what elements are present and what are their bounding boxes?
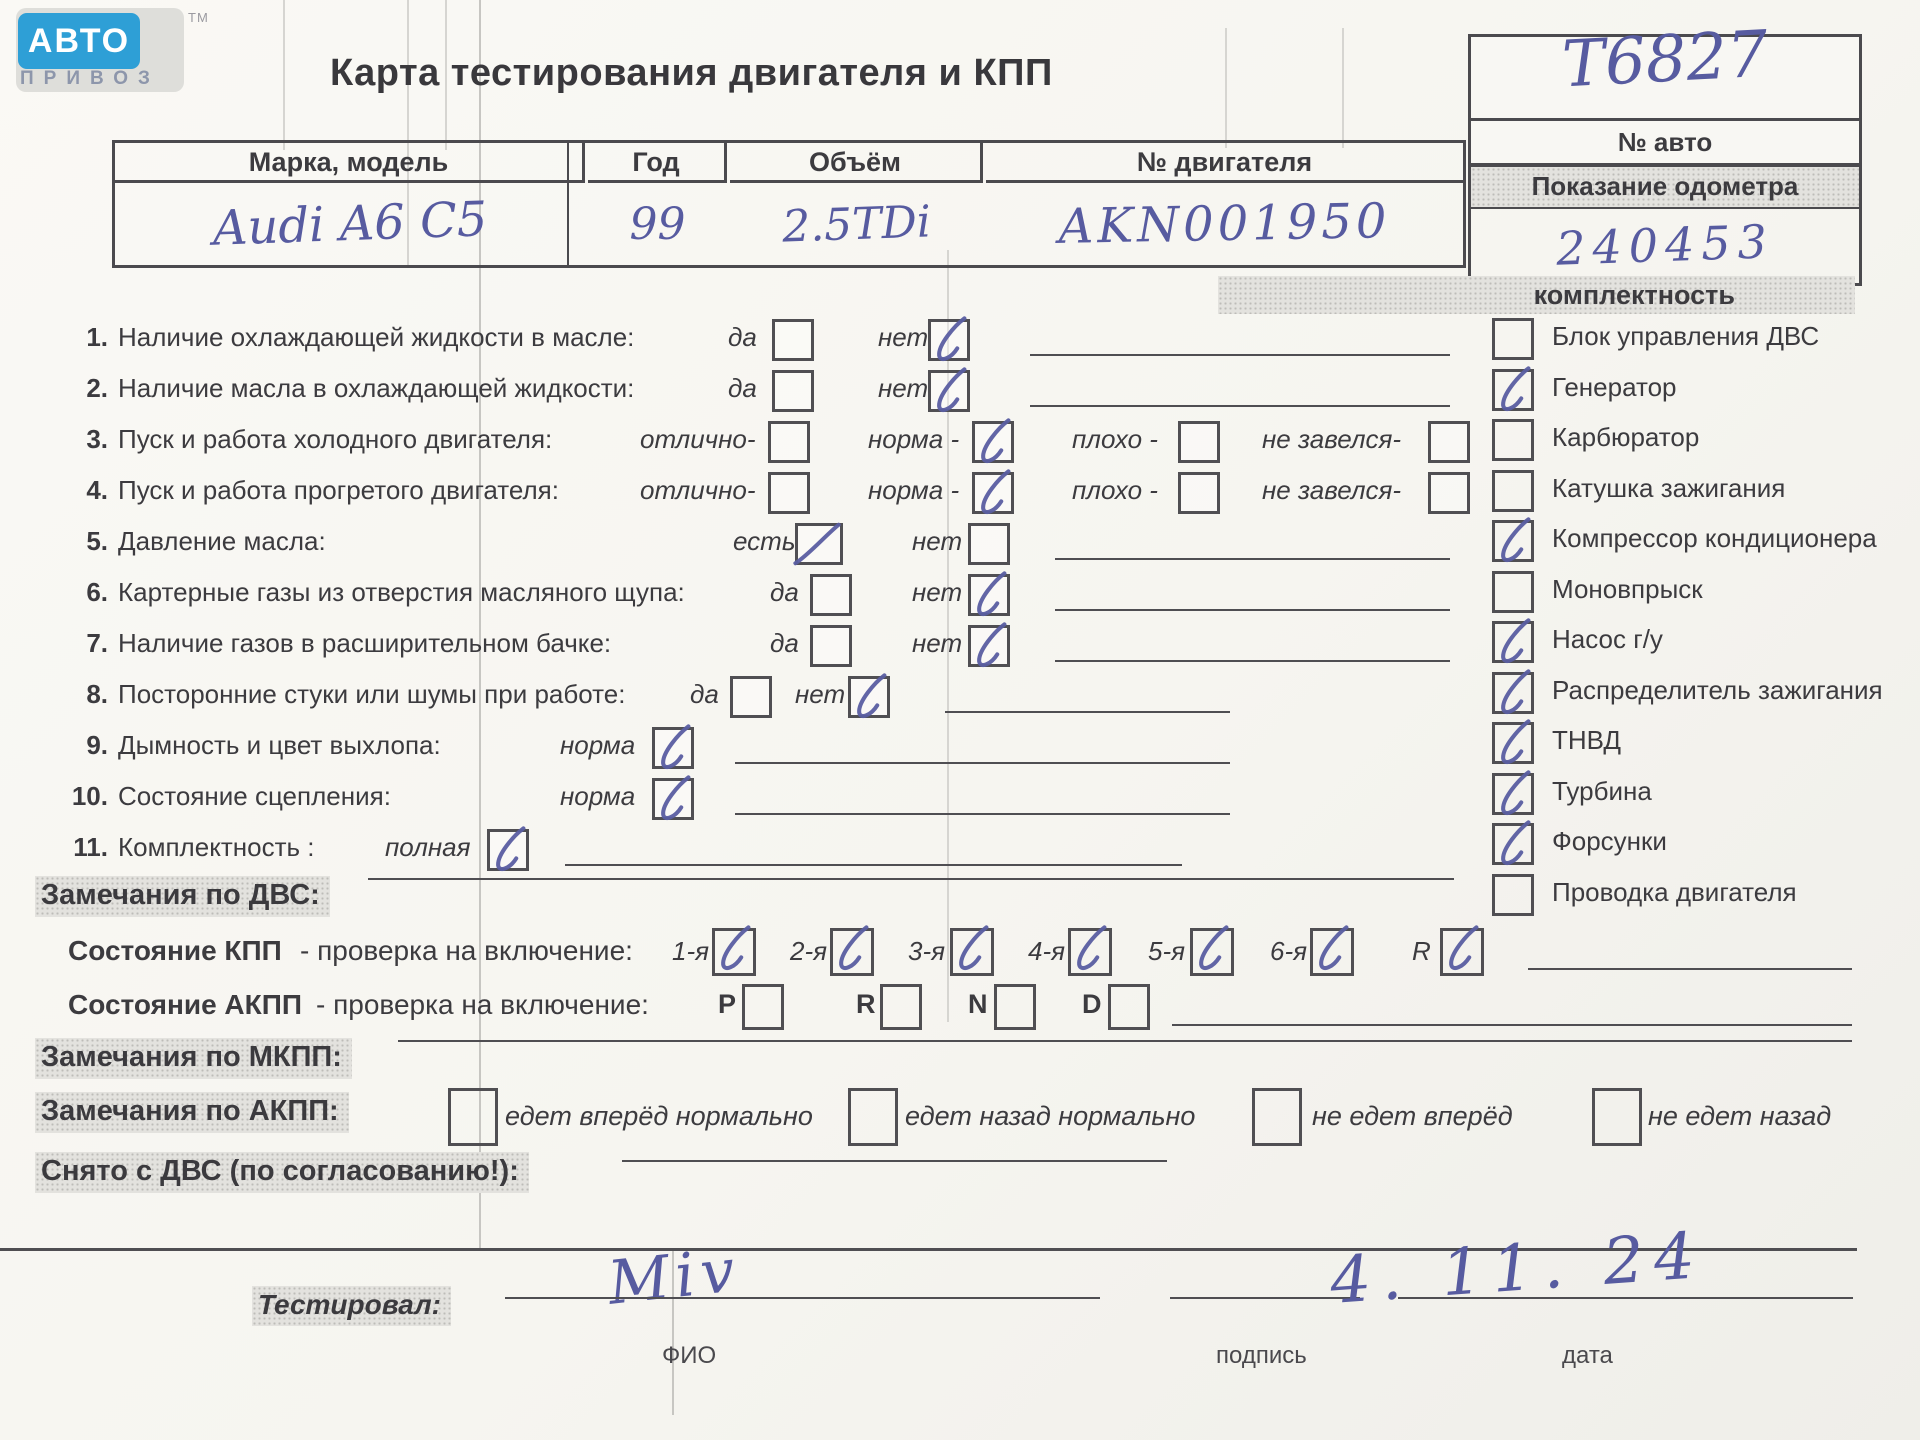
option-label: норма xyxy=(560,730,636,760)
vehicle-volume-value: 2.5TDi xyxy=(781,195,932,253)
checkmark-icon xyxy=(485,826,533,874)
fio-caption: ФИО xyxy=(662,1342,717,1369)
checkmark-icon xyxy=(966,622,1014,670)
checkbox[interactable] xyxy=(1428,472,1470,514)
checkbox[interactable] xyxy=(810,574,852,616)
equipment-label: Карбюратор xyxy=(1552,422,1700,452)
col-header-make: Марка, модель xyxy=(115,143,585,183)
checkmark-icon xyxy=(846,673,894,721)
write-line[interactable] xyxy=(1528,968,1852,970)
dvs-remarks-label: Замечания по ДВС: xyxy=(35,876,330,917)
equipment-item xyxy=(1492,670,1920,712)
akpp-label-rest: - проверка на включение: xyxy=(316,989,649,1020)
akpp-option-label: не едет вперёд xyxy=(1312,1101,1513,1131)
write-line[interactable] xyxy=(1055,609,1450,611)
col-header-engine: № двигателя xyxy=(986,143,1463,183)
checkmark-icon xyxy=(1066,925,1114,973)
option-label: норма - xyxy=(868,475,960,505)
checkbox[interactable] xyxy=(652,778,694,820)
checkbox[interactable] xyxy=(928,319,970,361)
akpp-position-label: D xyxy=(1082,989,1102,1019)
item-label: Картерные газы из отверстия масляного щупа: xyxy=(118,577,685,607)
col-header-year: Год xyxy=(588,143,727,183)
option-label: норма - xyxy=(868,424,960,454)
checkbox[interactable] xyxy=(768,421,810,463)
auto-number-box xyxy=(1468,17,1862,166)
date-caption: дата xyxy=(1562,1342,1613,1369)
checkmark-icon xyxy=(710,925,758,973)
checkmark-icon xyxy=(1438,925,1486,973)
equipment-label: Проводка двигателя xyxy=(1552,877,1797,907)
checkmark-icon xyxy=(650,775,698,823)
item-label: Наличие охлаждающей жидкости в масле: xyxy=(118,322,635,352)
equipment-item xyxy=(1492,872,1920,914)
checkmark-icon xyxy=(1490,618,1538,666)
checkbox[interactable] xyxy=(772,370,814,412)
checkbox[interactable] xyxy=(928,370,970,412)
checkbox[interactable] xyxy=(1440,928,1484,976)
checkmark-icon xyxy=(966,571,1014,619)
equipment-item xyxy=(1492,468,1920,510)
gear-label: 2-я xyxy=(790,936,828,966)
write-line[interactable] xyxy=(1055,558,1450,560)
akpp-check-row xyxy=(0,982,1920,1028)
checkbox[interactable] xyxy=(1492,672,1534,714)
checkbox[interactable] xyxy=(712,928,756,976)
gear-label: R xyxy=(1412,936,1431,966)
odometer-value: 240453 xyxy=(1555,214,1775,276)
checkbox[interactable] xyxy=(1492,419,1534,461)
akpp-remarks-label: Замечания по АКПП: xyxy=(35,1092,349,1133)
akpp-remarks-options xyxy=(0,1096,1920,1140)
checkbox[interactable] xyxy=(1108,984,1150,1030)
item-number: 6. xyxy=(86,577,108,607)
item-label: Посторонние стуки или шумы при работе: xyxy=(118,679,626,709)
equipment-label: Генератор xyxy=(1552,372,1677,402)
write-line[interactable] xyxy=(735,813,1230,815)
kpp-label: Состояние КПП xyxy=(68,935,282,966)
item-number: 1. xyxy=(86,322,108,352)
write-line[interactable] xyxy=(565,864,1182,866)
akpp-label: Состояние АКПП xyxy=(68,989,302,1020)
mkpp-remarks-label: Замечания по МКПП: xyxy=(35,1038,352,1079)
option-label: да xyxy=(690,679,719,709)
checkmark-icon xyxy=(1490,517,1538,565)
equipment-item xyxy=(1492,518,1920,560)
checkbox[interactable] xyxy=(1068,928,1112,976)
checkbox[interactable] xyxy=(1310,928,1354,976)
checkbox[interactable] xyxy=(880,984,922,1030)
checkbox[interactable] xyxy=(848,676,890,718)
checkbox[interactable] xyxy=(968,625,1010,667)
scan-artifact-line xyxy=(1225,28,1227,148)
checkbox[interactable] xyxy=(950,928,994,976)
date-line[interactable] xyxy=(1398,1297,1853,1299)
checkbox[interactable] xyxy=(487,829,529,871)
item-label: Состояние сцепления: xyxy=(118,781,391,811)
equipment-item xyxy=(1492,367,1920,409)
checkmark-icon xyxy=(1490,820,1538,868)
write-line[interactable] xyxy=(368,878,1454,880)
item-label: Наличие газов в расширительном бачке: xyxy=(118,628,612,658)
equipment-label: Турбина xyxy=(1552,776,1652,806)
item-number: 10. xyxy=(71,781,108,811)
checkbox[interactable] xyxy=(1492,874,1534,916)
equipment-label: Компрессор кондиционера xyxy=(1552,523,1877,553)
checkbox[interactable] xyxy=(1492,823,1534,865)
option-label: нет xyxy=(912,526,963,556)
checkbox[interactable] xyxy=(1492,470,1534,512)
checkbox[interactable] xyxy=(1178,472,1220,514)
item-number: 8. xyxy=(86,679,108,709)
checkbox[interactable] xyxy=(1190,928,1234,976)
item-label: Наличие масла в охлаждающей жидкости: xyxy=(118,373,635,403)
equipment-label: Блок управления ДВС xyxy=(1552,321,1820,351)
scan-artifact-line xyxy=(1342,28,1344,148)
option-label: нет xyxy=(878,322,929,352)
checkmark-icon xyxy=(1490,366,1538,414)
scan-artifact-line xyxy=(283,0,285,150)
equipment-item xyxy=(1492,569,1920,611)
checkbox[interactable] xyxy=(810,625,852,667)
date-handwriting: 4. 11. 24 xyxy=(1327,1219,1708,1319)
akpp-position-label: N xyxy=(968,989,988,1019)
gear-label: 6-я xyxy=(1270,936,1308,966)
equipment-item xyxy=(1492,720,1920,762)
removed-from-engine-label: Снято с ДВС (по согласованию!): xyxy=(35,1152,529,1193)
equipment-label: Катушка зажигания xyxy=(1552,473,1786,503)
option-label: не завелся- xyxy=(1262,475,1402,505)
col-header-volume: Объём xyxy=(730,143,983,183)
checkmark-icon xyxy=(1188,925,1236,973)
equipment-item xyxy=(1492,771,1920,813)
checkmark-icon xyxy=(926,316,974,364)
odometer-header: Показание одометра xyxy=(1471,167,1859,209)
checkmark-icon xyxy=(926,367,974,415)
write-line[interactable] xyxy=(1172,1024,1852,1026)
option-label: плохо - xyxy=(1072,475,1158,505)
checkbox[interactable] xyxy=(972,421,1014,463)
item-number: 3. xyxy=(86,424,108,454)
item-number: 5. xyxy=(86,526,108,556)
checkbox[interactable] xyxy=(968,574,1010,616)
item-label: Пуск и работа прогретого двигателя: xyxy=(118,475,559,505)
option-label: нет xyxy=(878,373,929,403)
equipment-item xyxy=(1492,821,1920,863)
checkbox[interactable] xyxy=(1252,1088,1302,1146)
option-label: нет xyxy=(912,628,963,658)
option-label: да xyxy=(728,322,757,352)
write-line[interactable] xyxy=(1055,660,1450,662)
option-label: полная xyxy=(385,832,471,862)
checkbox[interactable] xyxy=(742,984,784,1030)
kpp-label-rest: - проверка на включение: xyxy=(300,935,633,966)
option-label: есть xyxy=(733,526,796,556)
checkbox[interactable] xyxy=(1492,318,1534,360)
auto-number-label: № авто xyxy=(1471,118,1859,163)
vehicle-engine-value: AKN001950 xyxy=(1058,193,1391,255)
write-line[interactable] xyxy=(1030,354,1450,356)
checkbox[interactable] xyxy=(968,523,1010,565)
equipment-label: Моновпрыск xyxy=(1552,574,1703,604)
checkmark-icon xyxy=(970,418,1018,466)
gear-label: 3-я xyxy=(908,936,946,966)
checkbox[interactable] xyxy=(448,1088,498,1146)
vehicle-table xyxy=(112,140,1466,268)
checkmark-icon xyxy=(828,925,876,973)
write-line[interactable] xyxy=(398,1040,1852,1042)
option-label: да xyxy=(770,577,799,607)
checkbox[interactable] xyxy=(730,676,772,718)
checkmark-icon xyxy=(948,925,996,973)
equipment-label: Насос г/у xyxy=(1552,624,1663,654)
write-line[interactable] xyxy=(735,762,1230,764)
write-line[interactable] xyxy=(945,711,1230,713)
checkmark-icon xyxy=(1490,669,1538,717)
checkbox[interactable] xyxy=(1178,421,1220,463)
equipment-item xyxy=(1492,316,1920,358)
item-label: Комплектность : xyxy=(118,832,315,862)
checkmark-icon xyxy=(650,724,698,772)
option-label: плохо - xyxy=(1072,424,1158,454)
checkbox[interactable] xyxy=(994,984,1036,1030)
checkbox[interactable] xyxy=(1492,369,1534,411)
option-label: не завелся- xyxy=(1262,424,1402,454)
checkbox[interactable] xyxy=(1492,621,1534,663)
kpp-check-row xyxy=(0,928,1920,974)
item-number: 7. xyxy=(86,628,108,658)
tester-signature-handwriting: Мiv xyxy=(604,1235,744,1319)
akpp-option-label: не едет назад xyxy=(1648,1101,1832,1131)
item-number: 2. xyxy=(86,373,108,403)
checkbox[interactable] xyxy=(830,928,874,976)
equipment-label: Форсунки xyxy=(1552,826,1667,856)
equipment-header: комплектность xyxy=(1218,276,1855,314)
option-label: да xyxy=(728,373,757,403)
option-label: отлично- xyxy=(640,475,756,505)
brand-logo xyxy=(18,13,140,69)
akpp-position-label: R xyxy=(856,989,876,1019)
option-label: да xyxy=(770,628,799,658)
checkmark-icon xyxy=(970,469,1018,517)
signature-caption: подпись xyxy=(1216,1342,1307,1369)
option-label: нет xyxy=(912,577,963,607)
checkbox[interactable] xyxy=(1492,773,1534,815)
checkbox[interactable] xyxy=(1428,421,1470,463)
write-line[interactable] xyxy=(622,1160,1167,1162)
option-label: норма xyxy=(560,781,636,811)
akpp-option-label: едет назад нормально xyxy=(905,1101,1196,1131)
checkmark-icon xyxy=(1490,719,1538,767)
option-label: нет xyxy=(795,679,846,709)
page-title: Карта тестирования двигателя и КПП xyxy=(330,52,1053,94)
equipment-label: Распределитель зажигания xyxy=(1552,675,1883,705)
auto-number-value: Т6827 xyxy=(1560,17,1770,103)
gear-label: 5-я xyxy=(1148,936,1186,966)
checkbox[interactable] xyxy=(1592,1088,1642,1146)
equipment-item xyxy=(1492,417,1920,459)
checkmark-icon xyxy=(1308,925,1356,973)
checkbox[interactable] xyxy=(972,472,1014,514)
item-number: 4. xyxy=(86,475,108,505)
gear-label: 4-я xyxy=(1028,936,1066,966)
gear-label: 1-я xyxy=(672,936,710,966)
brand-subtitle: ПРИВОЗ xyxy=(20,68,160,89)
vehicle-year-value: 99 xyxy=(629,198,686,250)
akpp-option-label: едет вперёд нормально xyxy=(505,1101,813,1131)
checkbox[interactable] xyxy=(1492,722,1534,764)
brand-name: АВТО xyxy=(27,21,131,60)
equipment-label: ТНВД xyxy=(1552,725,1622,755)
tested-by-label: Тестировал: xyxy=(252,1286,451,1326)
checkmark-icon xyxy=(1490,770,1538,818)
checkbox[interactable] xyxy=(772,319,814,361)
equipment-item xyxy=(1492,619,1920,661)
checkbox[interactable] xyxy=(652,727,694,769)
trademark-mark: ТМ xyxy=(188,10,209,25)
fio-line[interactable] xyxy=(505,1297,1100,1299)
item-label: Дымность и цвет выхлопа: xyxy=(118,730,441,760)
item-label: Пуск и работа холодного двигателя: xyxy=(118,424,553,454)
option-label: отлично- xyxy=(640,424,756,454)
vehicle-make-value: Audi A6 C5 xyxy=(211,191,489,257)
write-line[interactable] xyxy=(1030,405,1450,407)
item-number: 11. xyxy=(73,832,108,862)
checkmark-icon xyxy=(793,520,841,568)
checkbox[interactable] xyxy=(848,1088,898,1146)
checkbox[interactable] xyxy=(1492,571,1534,613)
item-label: Давление масла: xyxy=(118,526,326,556)
checkbox[interactable] xyxy=(1492,520,1534,562)
odometer-box xyxy=(1468,164,1862,286)
item-number: 9. xyxy=(86,730,108,760)
checkbox[interactable] xyxy=(795,523,843,565)
akpp-position-label: P xyxy=(718,989,737,1019)
checkbox[interactable] xyxy=(768,472,810,514)
